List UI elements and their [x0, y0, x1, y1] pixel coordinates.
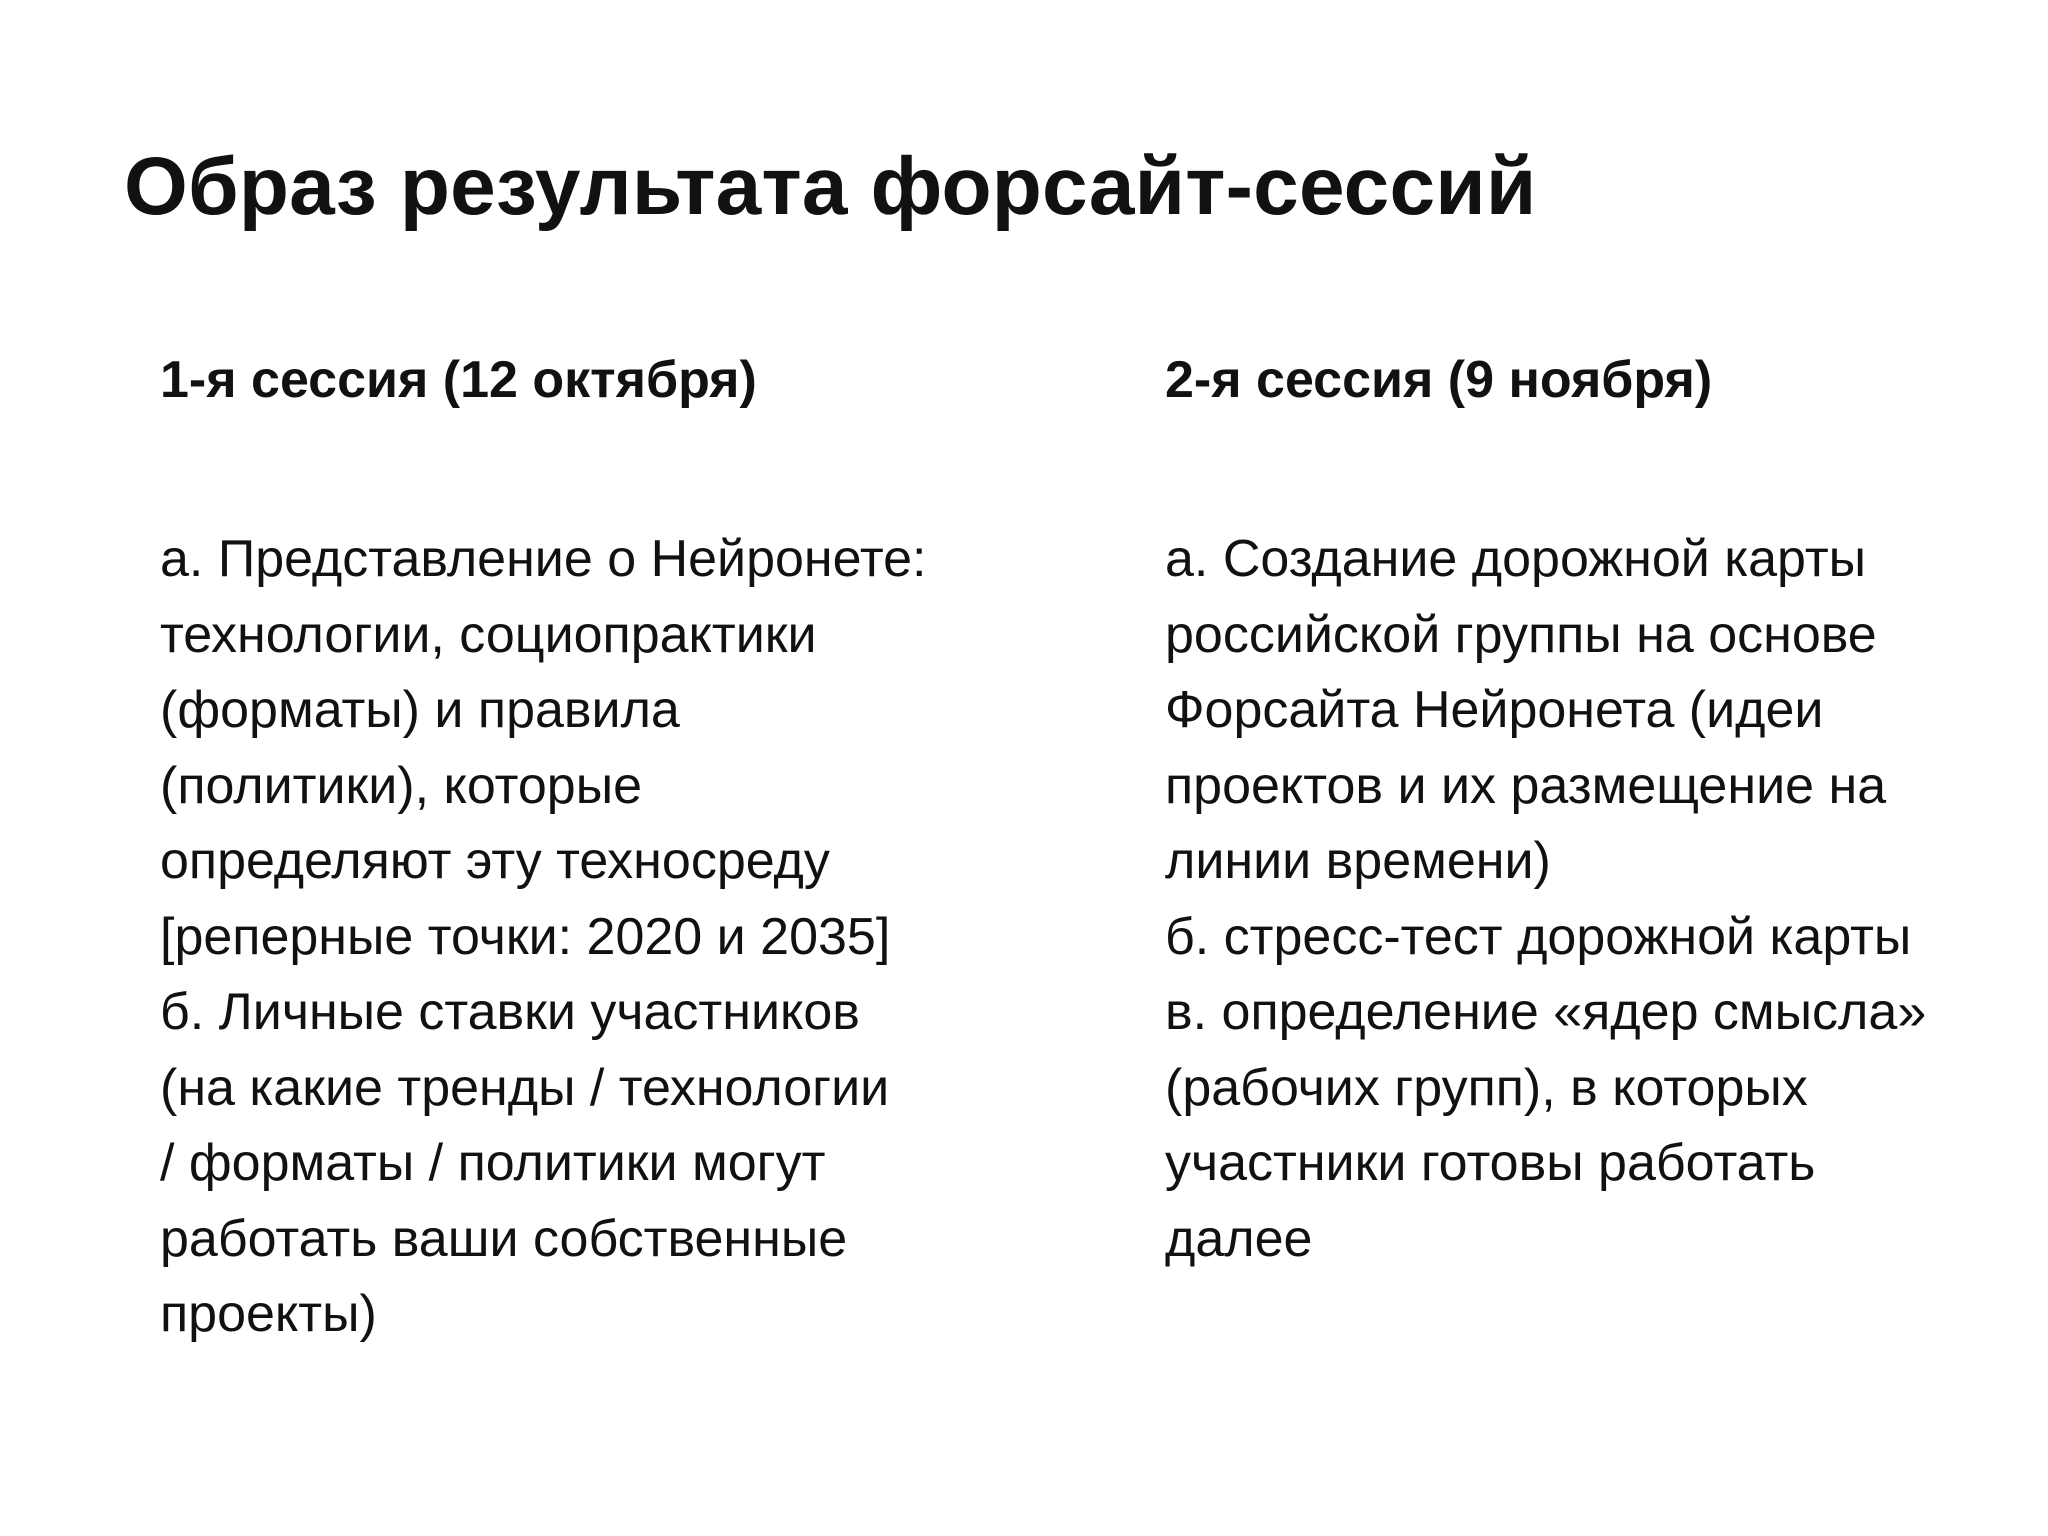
session-1-heading: 1-я сессия (12 октября): [160, 351, 757, 409]
session-1-line: / форматы / политики могут: [160, 1134, 826, 1192]
slide-title: Образ результата форсайт-сессий: [124, 141, 1537, 232]
session-1-line: (политики), которые: [160, 756, 642, 815]
session-2-column: [1165, 350, 2045, 1277]
session-2-line: в. определение «ядер смысла»: [1165, 983, 1927, 1041]
session-1-line: [реперные точки: 2020 и 2035]: [160, 907, 891, 966]
session-2-line: проектов и их размещение на: [1165, 756, 1887, 815]
session-2-line: линии времени): [1165, 832, 1551, 890]
session-1-column: [160, 350, 1040, 1353]
session-2-line: российской группы на основе: [1165, 605, 1877, 664]
session-1-line: (на какие тренды / технологии: [160, 1058, 890, 1117]
session-1-line: б. Личные ставки участников: [160, 983, 860, 1041]
session-2-line: а. Создание дорожной карты: [1165, 530, 1867, 588]
session-1-line: а. Представление о Нейронете:: [160, 530, 927, 588]
session-2-line: Форсайта Нейронета (идеи: [1165, 681, 1824, 739]
session-1-line: проекты): [160, 1285, 377, 1343]
session-2-line: (рабочих групп), в которых: [1165, 1058, 1808, 1117]
session-1-line: определяют эту техносреду: [160, 832, 830, 890]
session-2-line: б. стресс-тест дорожной карты: [1165, 907, 1912, 966]
session-2-body: [1165, 522, 2045, 1277]
session-2-heading: 2-я сессия (9 ноября): [1165, 351, 1713, 409]
session-1-line: работать ваши собственные: [160, 1209, 848, 1268]
session-2-line: участники готовы работать: [1165, 1134, 1816, 1192]
session-1-line: (форматы) и правила: [160, 681, 680, 739]
session-2-line: далее: [1165, 1209, 1313, 1268]
session-1-body: [160, 522, 1040, 1353]
session-1-line: технологии, социопрактики: [160, 605, 817, 664]
